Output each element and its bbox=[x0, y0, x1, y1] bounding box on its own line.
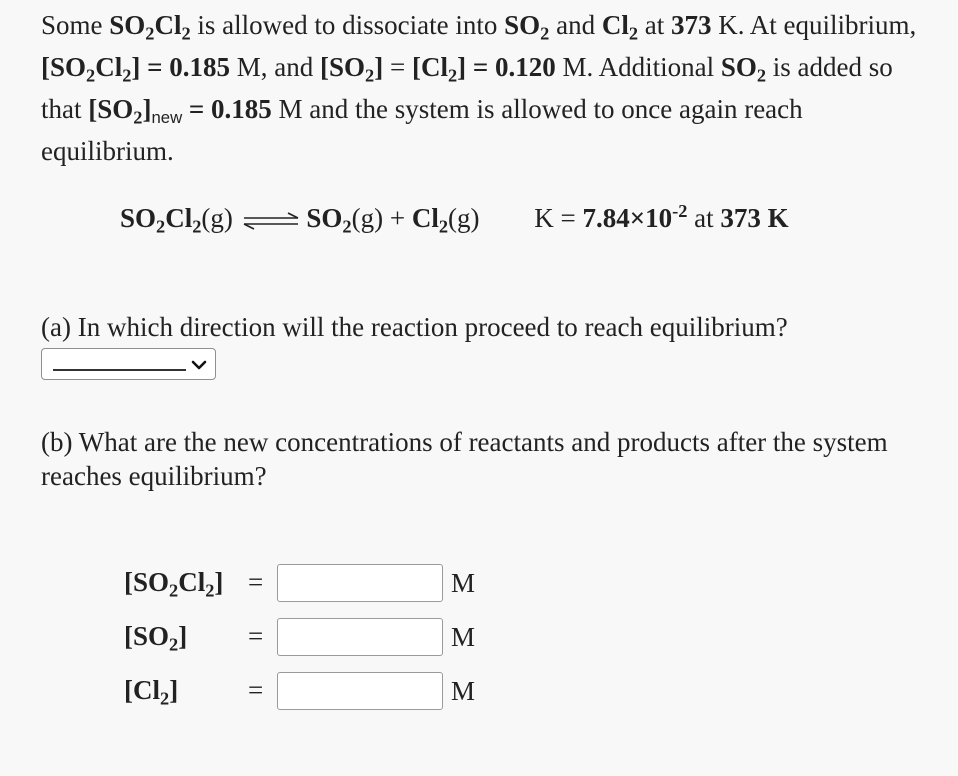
text-dissociate: is allowed to dissociate into bbox=[197, 10, 498, 40]
k-label: K = bbox=[534, 203, 576, 233]
part-a-question: (a) In which direction will the reaction proceed to reach equilibrium? bbox=[41, 312, 788, 342]
text-m-and: M, and bbox=[236, 52, 314, 82]
part-b-question: (b) What are the new concentrations of reactants and products after the system reaches equilibrium? bbox=[41, 427, 888, 491]
text-added: is added so that bbox=[41, 52, 893, 124]
chemical-equation: $SO_2Cl_2(g) SO_2(g) + Cl_2(g) K = 7.84\times 10^{-2}$ at 373 K bbox=[120, 200, 789, 237]
cl2-concentration-input[interactable] bbox=[277, 672, 443, 710]
new-conc-so2: = 0.185 bbox=[188, 94, 272, 124]
temperature-value: 373 bbox=[671, 10, 712, 40]
k-temperature: 373 K bbox=[720, 203, 789, 233]
k-at: at bbox=[694, 203, 714, 233]
text-some: Some bbox=[41, 10, 103, 40]
equilibrium-constant bbox=[534, 200, 789, 233]
text-k-at: K. At bbox=[718, 10, 777, 40]
equals-sign: = bbox=[248, 675, 264, 705]
eq-conc-so2-cl2: = 0.120 bbox=[472, 52, 556, 82]
text-equilibrium: equilibrium, bbox=[783, 10, 917, 40]
unit-label: M bbox=[451, 622, 476, 652]
text-and: and bbox=[556, 10, 596, 40]
direction-dropdown[interactable] bbox=[41, 348, 216, 380]
equilibrium-arrow-icon bbox=[242, 212, 300, 230]
species-label-so2cl2: $[SO_2Cl_2]$ bbox=[124, 567, 224, 601]
so2-concentration-input[interactable] bbox=[277, 618, 443, 656]
species-label-so2: $[SO_2]$ bbox=[124, 621, 188, 655]
chevron-down-icon bbox=[191, 357, 207, 373]
text-equals: = bbox=[389, 52, 406, 82]
text-allowed: allowed to once again reach equilibrium. bbox=[41, 94, 803, 166]
dropdown-blank bbox=[53, 369, 186, 371]
unit-label: M bbox=[451, 568, 476, 598]
text-m-end: M. bbox=[562, 52, 594, 82]
text-additional: Additional bbox=[598, 52, 715, 82]
species-label-cl2: $[Cl_2]$ bbox=[124, 675, 179, 709]
product2-phase: (g) bbox=[448, 203, 480, 233]
text-at: at bbox=[644, 10, 665, 40]
equals-sign: = bbox=[248, 567, 264, 597]
product1-phase: (g) + bbox=[351, 203, 406, 233]
so2cl2-concentration-input[interactable] bbox=[277, 564, 443, 602]
k-exponent: -2 bbox=[672, 200, 688, 221]
equals-sign: = bbox=[248, 621, 264, 651]
unit-label: M bbox=[451, 676, 476, 706]
new-subscript: new bbox=[151, 108, 183, 128]
k-value: 7.84×10 bbox=[582, 203, 673, 233]
text-m-system: M and the system is bbox=[278, 94, 495, 124]
problem-statement: Some $SO_2Cl_2$ is allowed to dissociate into $SO_2$ and $Cl_2$ at 373 K. At equilibrium, $[SO_2Cl_2] = 0.185$ M, and $[SO_2] = [Cl_2] = 0.120$ M. Additional $SO_2$ is added so that $[SO_2]_{new} = 0.185$ M and the system is allowed to once again reach equilibrium. bbox=[41, 10, 917, 166]
reactant-phase: (g) bbox=[201, 203, 233, 233]
eq-conc-so2cl2: = 0.185 bbox=[147, 52, 231, 82]
